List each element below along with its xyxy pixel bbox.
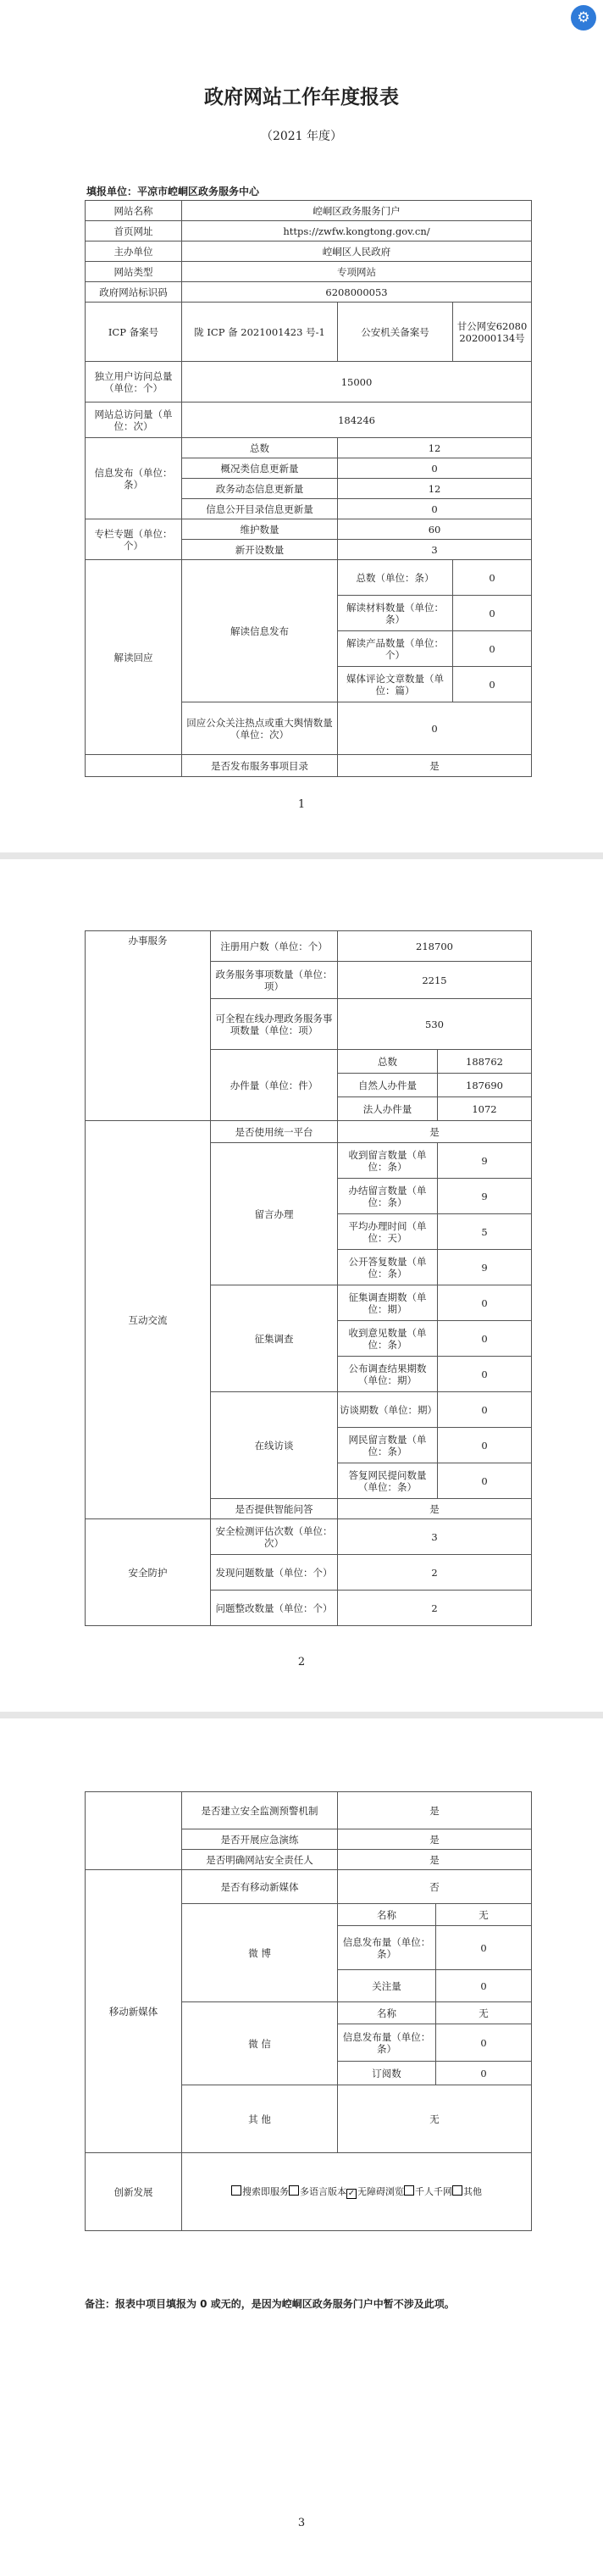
cell-value: 0 bbox=[338, 458, 532, 479]
cell-value: 0 bbox=[436, 1970, 532, 2002]
cell-label: 移动新媒体 bbox=[86, 1870, 182, 2153]
cell-value: 无 bbox=[436, 2002, 532, 2024]
cell-value: 是 bbox=[338, 755, 532, 777]
cell-value: 2 bbox=[338, 1591, 532, 1626]
cell-label: 网站类型 bbox=[86, 262, 182, 282]
cell-label: 是否发布服务事项目录 bbox=[182, 755, 338, 777]
cell-label: 是否开展应急演练 bbox=[182, 1829, 338, 1850]
cell-label: 订阅数 bbox=[338, 2062, 436, 2085]
cell-value: 崆峒区人民政府 bbox=[182, 242, 532, 262]
report-table-1 bbox=[85, 200, 532, 777]
cell-value: 无 bbox=[338, 2085, 532, 2153]
cell-label: 关注量 bbox=[338, 1970, 436, 2002]
cell-label: 法人办件量 bbox=[338, 1097, 438, 1121]
cell-value: 3 bbox=[338, 1519, 532, 1555]
report-table-2 bbox=[85, 930, 532, 1626]
cell-value: 0 bbox=[453, 631, 532, 667]
cell-value: 2215 bbox=[338, 962, 532, 999]
cell-label: 首页网址 bbox=[86, 221, 182, 242]
cell-label: 其 他 bbox=[182, 2085, 338, 2153]
cell-value: 甘公网安62080202000134号 bbox=[453, 303, 532, 362]
page-2 bbox=[0, 859, 603, 1712]
cell-value: 5 bbox=[438, 1214, 532, 1250]
cell-label: 政务服务事项数量（单位：项） bbox=[211, 962, 338, 999]
report-table-3 bbox=[85, 1791, 532, 2231]
cell-value: 否 bbox=[338, 1870, 532, 1904]
cell-value: 0 bbox=[438, 1392, 532, 1428]
cell-label: 总数（单位：条） bbox=[338, 560, 453, 596]
cell-value: 9 bbox=[438, 1143, 532, 1179]
cell-label: 专栏专题（单位：个） bbox=[86, 519, 182, 560]
cell-label: 可全程在线办理政务服务事项数量（单位：项） bbox=[211, 999, 338, 1050]
cell-label: 网民留言数量（单位：条） bbox=[338, 1428, 438, 1463]
cell-label: 政府网站标识码 bbox=[86, 282, 182, 303]
cell-label: 名称 bbox=[338, 2002, 436, 2024]
cell-label: 问题整改数量（单位：个） bbox=[211, 1591, 338, 1626]
report-year: （2021 年度） bbox=[260, 130, 343, 143]
cell-label: 收到留言数量（单位：条） bbox=[338, 1143, 438, 1179]
cell-value: 2 bbox=[338, 1555, 532, 1591]
cell-value: 是 bbox=[338, 1829, 532, 1850]
cell-value: 是 bbox=[338, 1499, 532, 1519]
cell-value: 是 bbox=[338, 1792, 532, 1829]
cell-value: 0 bbox=[453, 560, 532, 596]
page-number: 2 bbox=[297, 1656, 306, 1668]
cell-value: 陇 ICP 备 2021001423 号-1 bbox=[182, 303, 338, 362]
cell-value: 60 bbox=[338, 519, 532, 540]
cell-label: 安全检测评估次数（单位：次） bbox=[211, 1519, 338, 1555]
reporting-unit: 填报单位：平凉市崆峒区政务服务中心 bbox=[86, 186, 260, 197]
cell-label: 在线访谈 bbox=[211, 1392, 338, 1499]
cell-label: 政务动态信息更新量 bbox=[182, 479, 338, 499]
cell-label: 微 博 bbox=[182, 1904, 338, 2002]
cell-label: 新开设数量 bbox=[182, 540, 338, 560]
checkbox-personalized[interactable]: 千人千网 bbox=[404, 2186, 452, 2197]
cell-value: 1072 bbox=[438, 1097, 532, 1121]
cell-label: 独立用户访问总量（单位：个） bbox=[86, 362, 182, 402]
cell-value: 9 bbox=[438, 1250, 532, 1285]
cell-value: 0 bbox=[438, 1463, 532, 1499]
cell-value: 530 bbox=[338, 999, 532, 1050]
cell-label: 办事服务 bbox=[86, 931, 211, 1121]
page-title: 政府网站工作年度报表 bbox=[204, 86, 399, 108]
cell-label: 注册用户数（单位：个） bbox=[211, 931, 338, 962]
innovation-options bbox=[182, 2153, 532, 2231]
cell-label: 总数 bbox=[338, 1050, 438, 1074]
cell-value: 218700 bbox=[338, 931, 532, 962]
cell-value: 188762 bbox=[438, 1050, 532, 1074]
cell-label: 是否提供智能问答 bbox=[211, 1499, 338, 1519]
checkbox-accessibility[interactable]: ✓ 无障碍浏览 bbox=[347, 2185, 404, 2198]
cell-label: 办结留言数量（单位：条） bbox=[338, 1179, 438, 1214]
cell-label: 信息发布量（单位：条） bbox=[338, 2024, 436, 2062]
cell-label: 自然人办件量 bbox=[338, 1074, 438, 1097]
cell-value: 0 bbox=[438, 1321, 532, 1357]
cell-label: 征集调查期数（单位：期） bbox=[338, 1285, 438, 1321]
cell-value: 0 bbox=[453, 596, 532, 631]
homepage-link[interactable]: https://zwfw.kongtong.gov.cn/ bbox=[182, 221, 532, 242]
footnote: 备注：报表中项目填报为 0 或无的，是因为崆峒区政务服务门户中暂不涉及此项。 bbox=[85, 2298, 455, 2310]
checkbox-search-service[interactable]: 搜索即服务 bbox=[231, 2186, 289, 2197]
checkbox-multilingual[interactable]: 多语言版本 bbox=[289, 2186, 346, 2197]
cell-label: ICP 备案号 bbox=[86, 303, 182, 362]
cell-value: 15000 bbox=[182, 362, 532, 402]
cell-value: 是 bbox=[338, 1121, 532, 1143]
cell-label: 发现问题数量（单位：个） bbox=[211, 1555, 338, 1591]
cell-label: 安全防护 bbox=[86, 1519, 211, 1626]
cell-value: 0 bbox=[438, 1428, 532, 1463]
cell-label: 留言办理 bbox=[211, 1143, 338, 1285]
page-number: 3 bbox=[297, 2517, 306, 2529]
cell-label: 收到意见数量（单位：条） bbox=[338, 1321, 438, 1357]
cell-value: 184246 bbox=[182, 402, 532, 438]
cell-label: 解读信息发布 bbox=[182, 560, 338, 702]
cell-label: 网站总访问量（单位：次） bbox=[86, 402, 182, 438]
page-1 bbox=[0, 0, 603, 852]
cell-label: 解读产品数量（单位：个） bbox=[338, 631, 453, 667]
cell-label: 是否明确网站安全责任人 bbox=[182, 1850, 338, 1870]
cell-label: 网站名称 bbox=[86, 201, 182, 221]
cell-value: 187690 bbox=[438, 1074, 532, 1097]
cell-value: 0 bbox=[436, 2024, 532, 2062]
cell-value: 专项网站 bbox=[182, 262, 532, 282]
cell-label: 概况类信息更新量 bbox=[182, 458, 338, 479]
checkbox-other[interactable]: 其他 bbox=[452, 2186, 482, 2197]
page-3 bbox=[0, 1718, 603, 2576]
cell-value: 无 bbox=[436, 1904, 532, 1926]
cell-value: 0 bbox=[436, 1926, 532, 1970]
cell-label: 是否有移动新媒体 bbox=[182, 1870, 338, 1904]
cell-label: 互动交流 bbox=[86, 1121, 211, 1519]
cell-label: 是否使用统一平台 bbox=[211, 1121, 338, 1143]
cell-label: 信息公开目录信息更新量 bbox=[182, 499, 338, 519]
cell-label: 公开答复数量（单位：条） bbox=[338, 1250, 438, 1285]
cell-label: 是否建立安全监测预警机制 bbox=[182, 1792, 338, 1829]
cell-label: 公安机关备案号 bbox=[338, 303, 453, 362]
cell-label: 媒体评论文章数量（单位：篇） bbox=[338, 667, 453, 702]
cell-value: 0 bbox=[453, 667, 532, 702]
cell-value: 0 bbox=[436, 2062, 532, 2085]
cell-value: 12 bbox=[338, 479, 532, 499]
cell-label: 访谈期数（单位：期） bbox=[338, 1392, 438, 1428]
cell-label: 征集调查 bbox=[211, 1285, 338, 1392]
cell-value: 3 bbox=[338, 540, 532, 560]
cell-value: 0 bbox=[438, 1357, 532, 1392]
cell-label: 创新发展 bbox=[86, 2153, 182, 2231]
cell-label: 解读材料数量（单位：条） bbox=[338, 596, 453, 631]
page-number: 1 bbox=[297, 798, 306, 811]
cell-value: 0 bbox=[338, 499, 532, 519]
cell-label: 平均办理时间（单位：天） bbox=[338, 1214, 438, 1250]
cell-value: 崆峒区政务服务门户 bbox=[182, 201, 532, 221]
cell-label: 维护数量 bbox=[182, 519, 338, 540]
cell-label: 解读回应 bbox=[86, 560, 182, 755]
gear-icon[interactable]: ⚙ bbox=[571, 5, 596, 31]
cell-value: 是 bbox=[338, 1850, 532, 1870]
cell-label: 名称 bbox=[338, 1904, 436, 1926]
cell-label: 答复网民提问数量（单位：条） bbox=[338, 1463, 438, 1499]
cell-label: 回应公众关注热点或重大舆情数量（单位：次） bbox=[182, 702, 338, 755]
cell-label: 总数 bbox=[182, 438, 338, 458]
cell-value: 0 bbox=[338, 702, 532, 755]
cell-label: 微 信 bbox=[182, 2002, 338, 2085]
cell-label: 信息发布（单位：条） bbox=[86, 438, 182, 519]
cell-value: 6208000053 bbox=[182, 282, 532, 303]
cell-value: 12 bbox=[338, 438, 532, 458]
cell-value: 9 bbox=[438, 1179, 532, 1214]
cell-label: 公布调查结果期数（单位：期） bbox=[338, 1357, 438, 1392]
cell-value: 0 bbox=[438, 1285, 532, 1321]
cell-label: 主办单位 bbox=[86, 242, 182, 262]
cell-label: 信息发布量（单位：条） bbox=[338, 1926, 436, 1970]
cell-label: 办件量（单位：件） bbox=[211, 1050, 338, 1121]
